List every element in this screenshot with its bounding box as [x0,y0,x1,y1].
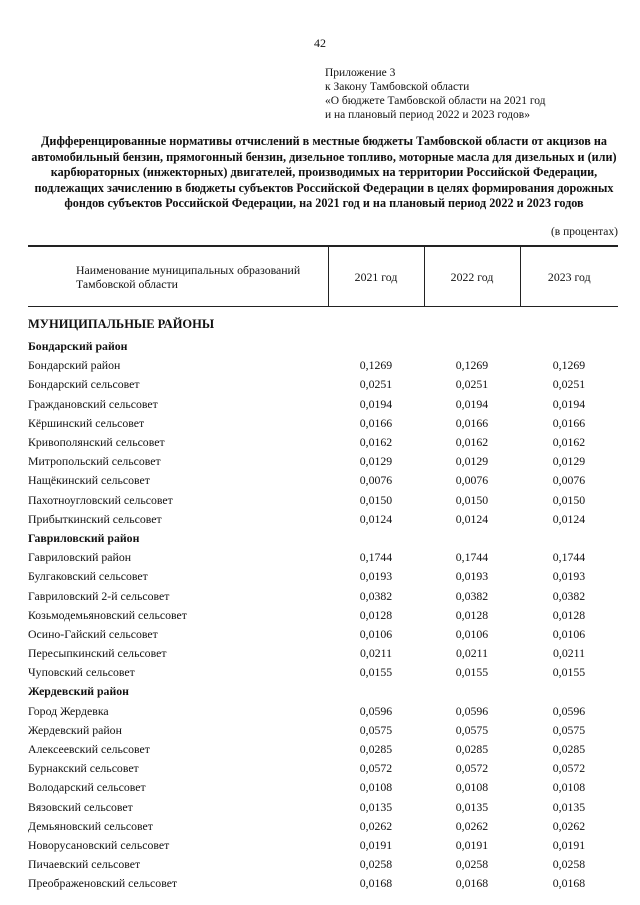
value-2023: 0,0211 [552,646,585,661]
page-number: 42 [314,36,326,50]
municipality-name: Кривополянский сельсовет [28,435,165,450]
table-row [28,606,618,625]
value-2022: 0,0129 [455,454,489,469]
municipality-name: Прибыткинский сельсовет [28,511,162,526]
value-2022: 0,0262 [455,818,489,833]
appendix-line: к Закону Тамбовской области [325,81,470,93]
municipality-name: Алексеевский сельсовет [28,742,150,757]
table-row [28,414,618,433]
table-row [28,548,618,567]
table-row [28,567,618,586]
appendix-line: «О бюджете Тамбовской области на 2021 год [325,95,546,107]
value-2022: 0,0135 [455,799,489,814]
value-2021: 0,0168 [359,876,393,891]
value-2022: 0,0211 [455,646,488,661]
municipality-name: Володарский сельсовет [28,780,146,795]
value-2021: 0,0251 [359,377,393,392]
section-row [28,307,618,338]
value-2021: 0,0285 [359,742,393,757]
value-2023: 0,0135 [552,799,586,814]
value-2023: 0,0155 [552,665,586,680]
value-2021: 0,0258 [359,857,393,872]
value-2021: 0,0128 [359,607,393,622]
value-2022: 0,0168 [455,876,489,891]
value-2023: 0,0258 [552,857,586,872]
value-2022: 0,0106 [455,626,489,641]
value-2021: 0,0076 [359,473,393,488]
norms-table [28,245,618,893]
table-row [28,798,618,817]
value-2022: 0,0191 [455,837,489,852]
table-row [28,817,618,836]
value-2022: 0,0596 [455,703,489,718]
value-2021: 0,0150 [359,492,393,507]
table-row [28,855,618,874]
table-row [28,471,618,490]
municipality-name: Чуповский сельсовет [28,665,135,680]
value-2022: 0,1744 [455,550,489,565]
value-2021: 0,1269 [359,358,393,373]
table-row [28,375,618,394]
value-2023: 0,0194 [552,396,586,411]
table-row [28,740,618,759]
value-2021: 0,0211 [359,646,392,661]
value-2022: 0,0128 [455,607,489,622]
table-row [28,510,618,529]
municipality-name: Демьяновский сельсовет [28,818,153,833]
value-2022: 0,0108 [455,780,489,795]
municipality-name: Жердевский район [28,722,122,737]
value-2022: 0,0162 [455,435,489,450]
value-2023: 0,0166 [552,415,586,430]
value-2021: 0,0129 [359,454,393,469]
municipality-name: Преображеновский сельсовет [28,876,178,891]
value-2021: 0,0155 [359,665,393,680]
municipality-name: Новорусановский сельсовет [28,837,170,852]
value-2022: 0,0193 [455,569,489,584]
norms-table-container [28,245,618,893]
section-title: МУНИЦИПАЛЬНЫЕ РАЙОНЫ [28,316,215,331]
municipality-name: Бондарский сельсовет [28,377,140,392]
value-2023: 0,0128 [552,607,586,622]
value-2021: 0,0124 [359,511,393,526]
value-2022: 0,0575 [455,722,489,737]
table-row [28,874,618,893]
table-row [28,778,618,797]
municipality-name: Граждановский сельсовет [28,396,158,411]
value-2021: 0,0194 [359,396,393,411]
table-row [28,395,618,414]
value-2023: 0,0193 [552,569,586,584]
table-row [28,452,618,471]
value-2023: 0,0575 [552,722,586,737]
district-header-row [28,529,618,548]
document-title: Дифференцированные нормативы отчислений в местные бюджеты Тамбовской области от акцизов на автомобильный бензин, прямогонный бензин, дизельное топливо, моторные масла для дизельных и (или) карбюраторных (инжекторных) двигателей, производимых на территории Российской Федерации, подлежащих зачислению в бюджеты субъектов Российской Федерации в целях формирования дорожных фондов субъектов Российской Федерации, на 2021 год и на плановый период 2022 и 2023 годов [31,134,617,210]
column-header-name: Наименование муниципальных образований Тамбовской области [28,246,328,307]
value-2023: 0,1269 [552,358,586,373]
value-2021: 0,0108 [359,780,393,795]
value-2021: 0,0575 [359,722,393,737]
value-2023: 0,1744 [552,550,586,565]
municipality-name: Митропольский сельсовет [28,454,161,469]
municipality-name: Гавриловский 2-й сельсовет [28,588,170,603]
municipality-name: Нащёкинский сельсовет [28,473,150,488]
value-2023: 0,0596 [552,703,586,718]
value-2023: 0,0191 [552,837,586,852]
table-row [28,433,618,452]
table-row [28,644,618,663]
table-row [28,721,618,740]
municipality-name: Булгаковский сельсовет [28,569,148,584]
value-2022: 0,0285 [455,742,489,757]
municipality-name: Пахотноугловский сельсовет [28,492,173,507]
value-2022: 0,0572 [455,761,489,776]
table-row [28,356,618,375]
value-2022: 0,0251 [455,377,489,392]
value-2021: 0,0262 [359,818,393,833]
municipality-name: Город Жердевка [28,703,109,718]
value-2023: 0,0129 [552,454,586,469]
value-2021: 0,0162 [359,435,393,450]
municipality-name: Вязовский сельсовет [28,799,133,814]
value-2021: 0,1744 [359,550,393,565]
table-header [28,246,618,307]
value-2021: 0,0106 [359,626,393,641]
value-2022: 0,0155 [455,665,489,680]
table-body [28,307,618,894]
municipality-name: Кёршинский сельсовет [28,415,145,430]
value-2023: 0,0076 [552,473,586,488]
table-row [28,663,618,682]
value-2022: 0,1269 [455,358,489,373]
value-2021: 0,0135 [359,799,393,814]
value-2021: 0,0596 [359,703,393,718]
value-2023: 0,0572 [552,761,586,776]
value-2023: 0,0150 [552,492,586,507]
municipality-name: Козьмодемьяновский сельсовет [28,607,187,622]
table-row [28,625,618,644]
value-2023: 0,0262 [552,818,586,833]
column-header-2022: 2022 год [424,246,520,307]
value-2023: 0,0162 [552,435,586,450]
value-2021: 0,0166 [359,415,393,430]
value-2021: 0,0191 [359,837,393,852]
value-2022: 0,0150 [455,492,489,507]
appendix-block [325,66,546,122]
district-name: Гавриловский район [28,530,140,545]
value-2022: 0,0166 [455,415,489,430]
value-2023: 0,0285 [552,742,586,757]
value-2022: 0,0124 [455,511,489,526]
value-2022: 0,0258 [455,857,489,872]
municipality-name: Пересыпкинский сельсовет [28,646,167,661]
column-header-2023: 2023 год [520,246,618,307]
municipality-name: Бурнакский сельсовет [28,761,139,776]
value-2022: 0,0382 [455,588,489,603]
value-2023: 0,0124 [552,511,586,526]
municipality-name: Гавриловский район [28,550,132,565]
table-row [28,702,618,721]
value-2021: 0,0382 [359,588,393,603]
value-2022: 0,0194 [455,396,489,411]
value-2023: 0,0168 [552,876,586,891]
district-header-row [28,337,618,356]
units-note: (в процентах) [550,226,618,238]
table-row [28,586,618,605]
district-header-row [28,682,618,701]
table-row [28,491,618,510]
appendix-line: и на плановый период 2022 и 2023 годов» [325,109,530,121]
value-2022: 0,0076 [455,473,489,488]
district-name: Бондарский район [28,339,128,354]
table-row [28,759,618,778]
appendix-line: Приложение 3 [325,67,396,79]
column-header-2021: 2021 год [328,246,424,307]
value-2023: 0,0251 [552,377,586,392]
municipality-name: Бондарский район [28,358,121,373]
value-2023: 0,0382 [552,588,586,603]
value-2021: 0,0572 [359,761,393,776]
value-2023: 0,0106 [552,626,586,641]
municipality-name: Осино-Гайский сельсовет [28,626,158,641]
district-name: Жердевский район [28,684,129,699]
value-2023: 0,0108 [552,780,586,795]
value-2021: 0,0193 [359,569,393,584]
table-row [28,836,618,855]
municipality-name: Пичаевский сельсовет [28,857,141,872]
